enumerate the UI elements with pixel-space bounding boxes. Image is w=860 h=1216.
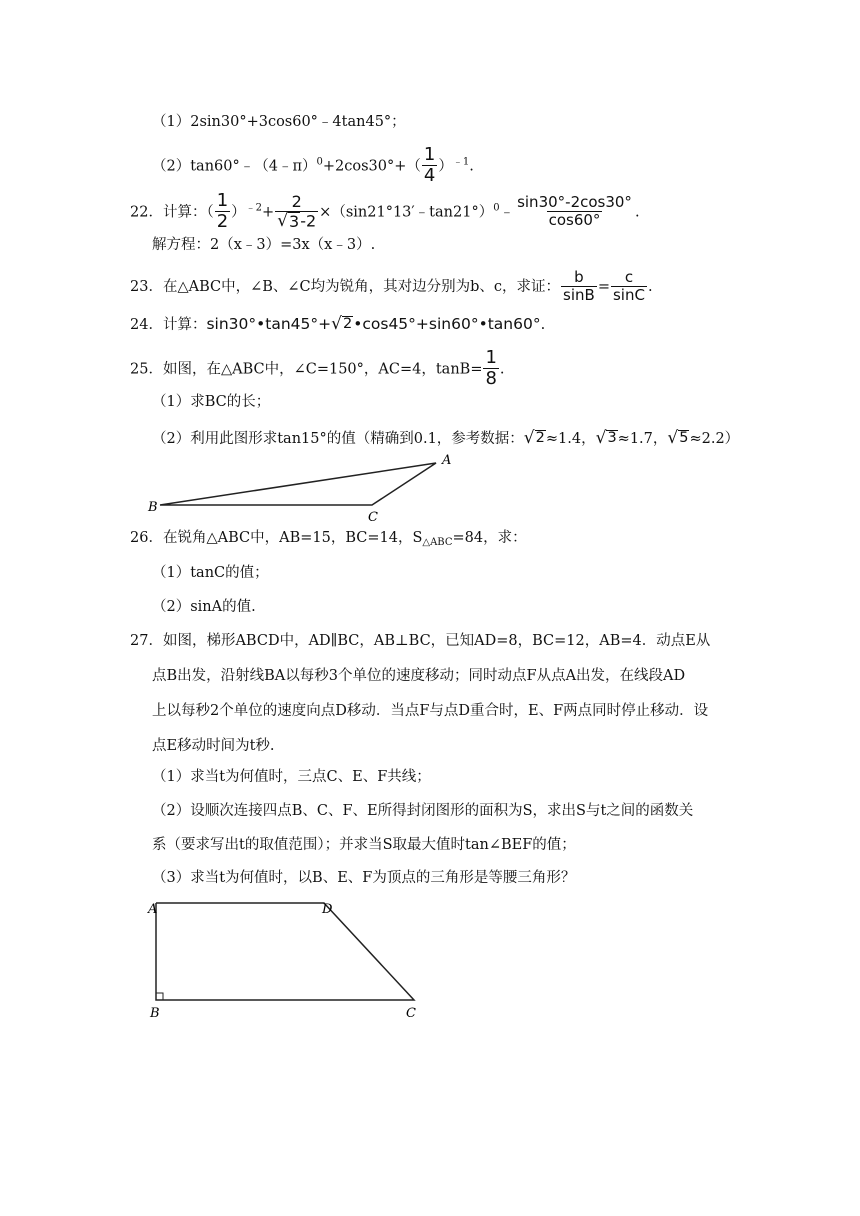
fraction-b-over-sinb [561,270,597,304]
fraction-trig [515,195,634,229]
p21-part2-a: （2）tan60°﹣（4﹣π） [152,158,317,175]
sqrt-three [596,430,618,447]
fraction-denominator [275,211,318,231]
fraction-one-quarter [422,146,437,187]
fraction-numerator: 1 [485,347,497,368]
p23-eq: = [597,279,610,295]
fraction-numerator: 2 [291,191,302,211]
p24-a: 24．计算： [130,317,207,333]
area-subscript: △ABC [422,537,453,548]
right-angle-mark [156,993,163,1000]
approx-value-3: ≈2.2） [689,431,740,447]
p26-part1: （1）tanC的值； [152,565,269,581]
p27-line-1: 27．如图，梯形ABCD中，AD∥BC，AB⊥BC，已知AD=8，BC=12，AB=4．动点E从 [130,633,711,649]
p22-b: ） [231,204,246,221]
fraction-denominator: 2 [216,210,229,232]
p21-part1: （1）2sin30°+3cos60°﹣4tan45°； [152,114,406,130]
p22-c: ×（sin21°13′﹣tan21°） [319,204,494,221]
exponent-minus-one: ﹣1 [452,156,470,168]
fraction-one-eighth [483,349,498,390]
p27-line-3: 上以每秒2个单位的速度向点D移动．当点F与点D重合时，E、F两点同时停止移动．设 [152,703,709,719]
vertex-label-d: D [322,902,333,917]
radical-sign: √ [523,428,535,448]
approx-value-1: ≈1.4， [545,431,596,447]
fraction-denominator: 8 [485,367,497,389]
p25-a: 25．如图，在△ABC中，∠C=150°，AC=4，tanB= [130,361,483,378]
p26-a: 26．在锐角△ABC中，AB=15，BC=14，S [130,530,423,546]
p22-a: 22．计算：（ [130,204,214,221]
vertex-label-a: A [442,453,452,468]
p26-line [130,531,527,548]
p23-d: . [647,279,653,295]
p22-minus: ﹣ [499,204,515,221]
radicand: 2 [342,316,353,333]
fraction-numerator: c [624,268,634,286]
p26-part2: （2）sinA的值. [152,599,256,615]
denominator-rest: -2 [300,211,317,231]
p21-part2-d: . [469,158,474,175]
sqrt-two [524,430,546,447]
approx-value-2: ≈1.7， [617,431,668,447]
p25-part2-a: （2）利用此图形求tan15°的值（精确到0.1，参考数据： [152,431,524,447]
trapezoid-figure [140,895,440,1025]
vertex-label-c: C [406,1006,416,1021]
sqrt-symbol [331,316,353,333]
p22-d: . [634,204,640,221]
p21-part2-b: +2cos30°+（ [322,158,421,175]
p27-part1: （1）求当t为何值时，三点C、E、F共线； [152,769,431,785]
radicand: 2 [535,430,545,447]
p25-part1: （1）求BC的长； [152,394,271,410]
p25-part2 [152,430,739,447]
p24-expr1: sin30°•tan45°+ [206,315,332,333]
fraction-numerator: b [574,268,584,286]
p27-part3: （3）求当t为何值时，以B、E、F为顶点的三角形是等腰三角形？ [152,870,576,886]
p27-line-2: 点B出发，沿射线BA以每秒3个单位的速度移动；同时动点F从点A出发，在线段AD [152,668,686,684]
fraction-numerator: 1 [423,144,436,165]
sqrt-five [667,430,689,447]
fraction-denominator: 4 [423,164,436,186]
p23-a: 23．在△ABC中，∠B、∠C均为锐角，其对边分别为b、c，求证： [130,279,561,295]
radicand: 3 [289,211,300,231]
p22-plus: + [262,204,275,221]
radical-sign: √ [595,428,607,448]
vertex-label-b: B [150,1006,160,1021]
fraction-two-over-sqrt [275,191,318,232]
p24-expr2: •cos45°+sin60°•tan60° [353,315,541,333]
radicand: 5 [679,430,689,447]
vertex-label-c: C [368,510,378,525]
fraction-denominator: sinC [612,285,645,304]
radical-sign: √ [667,428,679,448]
exponent-minus-two: ﹣2 [245,202,263,214]
p25-d: . [499,361,505,378]
fraction-denominator: sinB [563,285,595,304]
p25-line [130,349,505,390]
fraction-numerator: sin30°-2cos30° [517,193,632,212]
p26-b: =84，求： [452,530,527,546]
p21-part2-c: ） [438,158,453,175]
vertex-label-a: A [148,902,158,917]
p27-part2-line2: 系（要求写出t的取值范围）；并求当S取最大值时tan∠BEF的值； [152,837,576,853]
p27-line-4: 点E移动时间为t秒. [152,738,275,754]
exponent-zero: 0 [316,156,323,168]
fraction-numerator: 1 [216,190,229,211]
radicand: 3 [607,430,617,447]
triangle-outline [160,463,436,505]
trapezoid-outline [156,903,414,1000]
exponent-zero: 0 [493,202,500,214]
p24-d: . [540,317,546,333]
p24-line [130,316,545,333]
triangle-figure [140,450,470,525]
radical-sign: √ [277,211,289,232]
vertex-label-b: B [148,500,158,515]
p23-line [130,270,653,304]
sqrt-symbol [277,212,300,231]
p21-part2 [152,146,474,187]
p22-line [130,192,640,233]
radical-sign: √ [331,314,342,334]
p27-part2-line1: （2）设顺次连接四点B、C、F、E所得封闭图形的面积为S，求出S与t之间的函数关 [152,803,694,819]
fraction-c-over-sinc [611,270,647,304]
fraction-denominator: cos60° [548,211,601,230]
fraction-one-half [215,192,230,233]
p22-solve: 解方程：2（x﹣3）=3x（x﹣3）. [152,237,376,253]
